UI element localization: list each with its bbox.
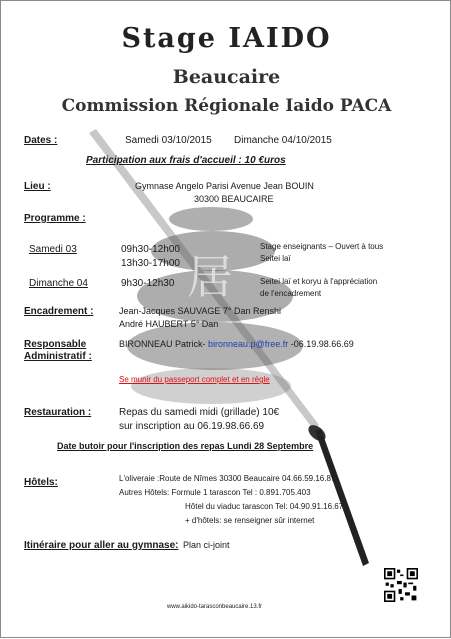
responsable-label-2: Administratif :: [24, 351, 92, 362]
responsable-name: [119, 339, 354, 349]
hotels-line2: Autres Hôtels: Formule 1 tarascon Tel : 0.891.705.403: [119, 488, 311, 497]
itineraire-value: Plan ci-joint: [182, 540, 230, 550]
lieu-label: Lieu :: [24, 181, 51, 192]
page-title: Stage IAIDO: [121, 23, 332, 54]
dimanche-desc1: Seitei laï et koryu à l'appréciation: [260, 277, 378, 286]
restauration-label: Restauration :: [24, 407, 92, 418]
city-title: Beaucaire: [172, 66, 281, 88]
lieu-line1: Gymnase Angelo Parisi Avenue Jean BOUIN: [135, 181, 314, 191]
itineraire-row: [24, 535, 229, 553]
stone-top: [169, 207, 253, 231]
samedi-time2: 13h30-17h00: [121, 258, 180, 269]
hotels-line1: L'oliveraie :Route de Nîmes 30300 Beaucaire 04.66.59.16.87: [119, 474, 336, 483]
dimanche-time: 9h30-12h30: [121, 278, 175, 289]
hotels-label: Hôtels:: [24, 477, 58, 488]
hotels-line4: + d'hôtels: se renseigner sûr internet: [185, 516, 315, 525]
hotels-line3: Hôtel du viaduc tarascon Tel: 04.90.91.16.67: [185, 502, 344, 511]
lieu-line2: 30300 BEAUCAIRE: [194, 194, 274, 204]
date-sunday: Dimanche 04/10/2015: [234, 135, 332, 146]
encadrement-label: Encadrement :: [24, 306, 94, 317]
samedi-desc1: Stage enseignants – Ouvert à tous: [260, 242, 384, 251]
encadrement-line2: André HAUBERT 5° Dan: [119, 319, 219, 329]
fee-text: Participation aux frais d'accueil : 10 €uros: [86, 155, 286, 166]
restauration-line1: Repas du samedi midi (grillade) 10€: [119, 407, 280, 418]
responsable-phone: -06.19.98.66.69: [290, 339, 354, 349]
responsable-email-link[interactable]: bironneau.p@free.fr: [208, 339, 289, 349]
passport-note: Se munir du passeport complet et en règle: [119, 375, 270, 384]
deadline-text: Date butoir pour l'inscription des repas Lundi 28 Septembre: [57, 441, 314, 451]
date-saturday: Samedi 03/10/2015: [125, 135, 212, 146]
dimanche-desc2: de l'encadrement: [260, 289, 322, 298]
programme-label: Programme :: [24, 213, 86, 224]
samedi-desc2: Seitei laï: [260, 254, 291, 263]
footer-url[interactable]: www.aikido-tarasconbeaucaire.13.fr: [167, 604, 263, 610]
stone-5: [131, 368, 291, 404]
restauration-line2: sur inscription au 06.19.98.66.69: [119, 421, 265, 432]
kanji-mark: 居: [187, 250, 233, 304]
qr-code-icon: [384, 568, 418, 602]
samedi-time1: 09h30-12h00: [121, 244, 180, 255]
dimanche-label: Dimanche 04: [29, 278, 88, 289]
katana-handle: [315, 429, 369, 566]
dates-label: Dates :: [24, 135, 58, 146]
samedi-label: Samedi 03: [29, 244, 77, 255]
responsable-label-1: Responsable: [24, 339, 87, 350]
itineraire-label: Itinéraire pour aller au gymnase:: [24, 540, 179, 551]
commission-title: Commission Régionale Iaido PACA: [61, 96, 392, 116]
encadrement-line1: Jean-Jacques SAUVAGE 7° Dan Renshi: [119, 306, 282, 316]
responsable-name-text: BIRONNEAU Patrick-: [119, 339, 206, 349]
